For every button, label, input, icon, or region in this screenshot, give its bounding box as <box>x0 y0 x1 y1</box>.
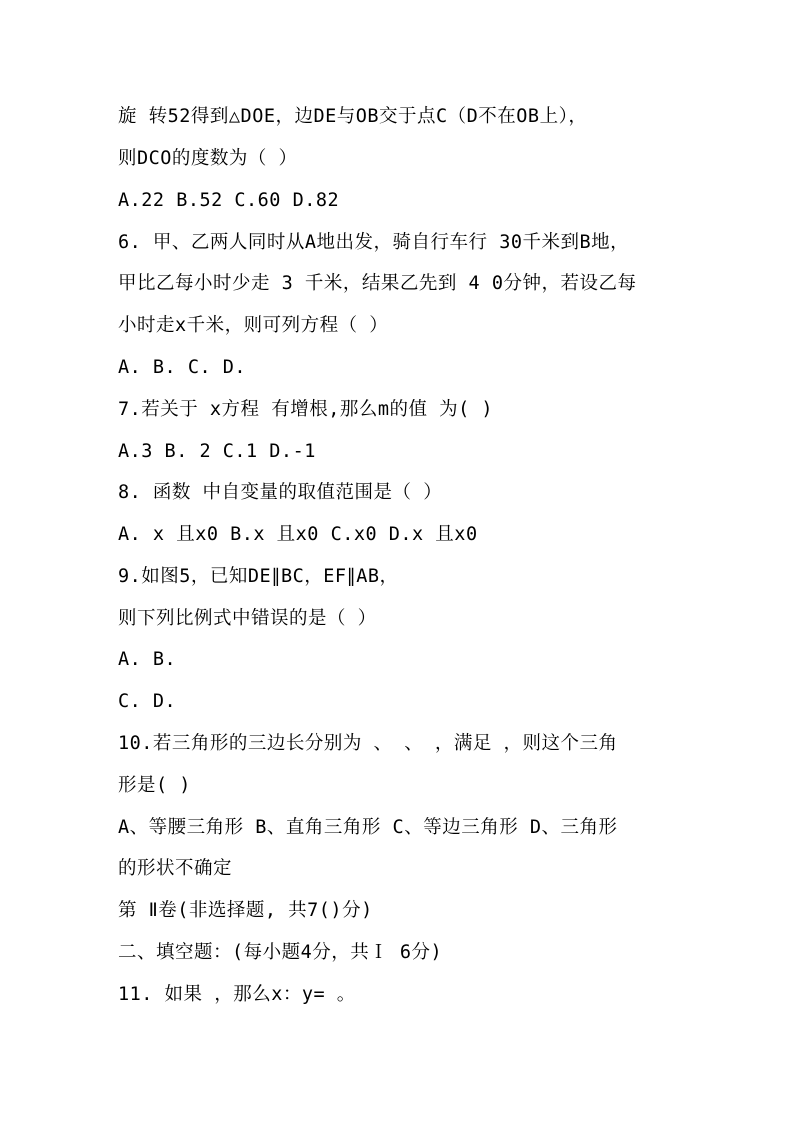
question-6-options: A. B. C. D. <box>118 357 247 378</box>
question-10-options-line-2: 的形状不确定 <box>118 858 233 879</box>
question-10-options-line-1: A、等腰三角形 B、直角三角形 C、等边三角形 D、三角形 <box>118 817 618 838</box>
question-9-line-2: 则下列比例式中错误的是（ ） <box>118 608 377 629</box>
question-11-line: 11. 如果 ，那么x：y= 。 <box>118 984 356 1005</box>
question-5-prompt-line: 则DCO的度数为（ ） <box>118 148 298 169</box>
question-7-options: A.3 B. 2 C.1 D.-1 <box>118 441 316 462</box>
question-5-continuation-line: 旋 转52得到△DOE，边DE与OB交于点C（D不在OB上）， <box>118 106 588 127</box>
section-title-part-2: 第 Ⅱ卷(非选择题, 共7()分) <box>118 900 373 921</box>
question-6-line-1: 6. 甲、乙两人同时从A地出发，骑自行车行 30千米到B地， <box>118 232 630 253</box>
question-8-options: A. x 且x0 B.x 且x0 C.x0 D.x 且x0 <box>118 524 478 545</box>
question-10-line-1: 10.若三角形的三边长分别为 、 、 ，满足 ，则这个三角 <box>118 733 618 754</box>
question-9-options-cd: C. D. <box>118 691 177 712</box>
question-6-line-3: 小时走x千米，则可列方程（ ） <box>118 315 389 336</box>
question-5-options: A.22 B.52 C.60 D.82 <box>118 190 340 211</box>
question-6-line-2: 甲比乙每小时少走 3 千米，结果乙先到 4 0分钟，若设乙每 <box>118 273 637 294</box>
question-7-line: 7.若关于 x方程 有增根,那么m的值 为( ) <box>118 399 494 420</box>
question-10-line-2: 形是( ) <box>118 775 191 796</box>
question-9-options-ab: A. B. <box>118 649 177 670</box>
section-heading-fill-in: 二、填空题：(每小题4分，共Ｉ 6分) <box>118 942 443 963</box>
question-8-line: 8. 函数 中自变量的取值范围是（ ） <box>118 482 443 503</box>
question-9-line-1: 9.如图5，已知DE∥BC，EF∥AB， <box>118 566 399 587</box>
